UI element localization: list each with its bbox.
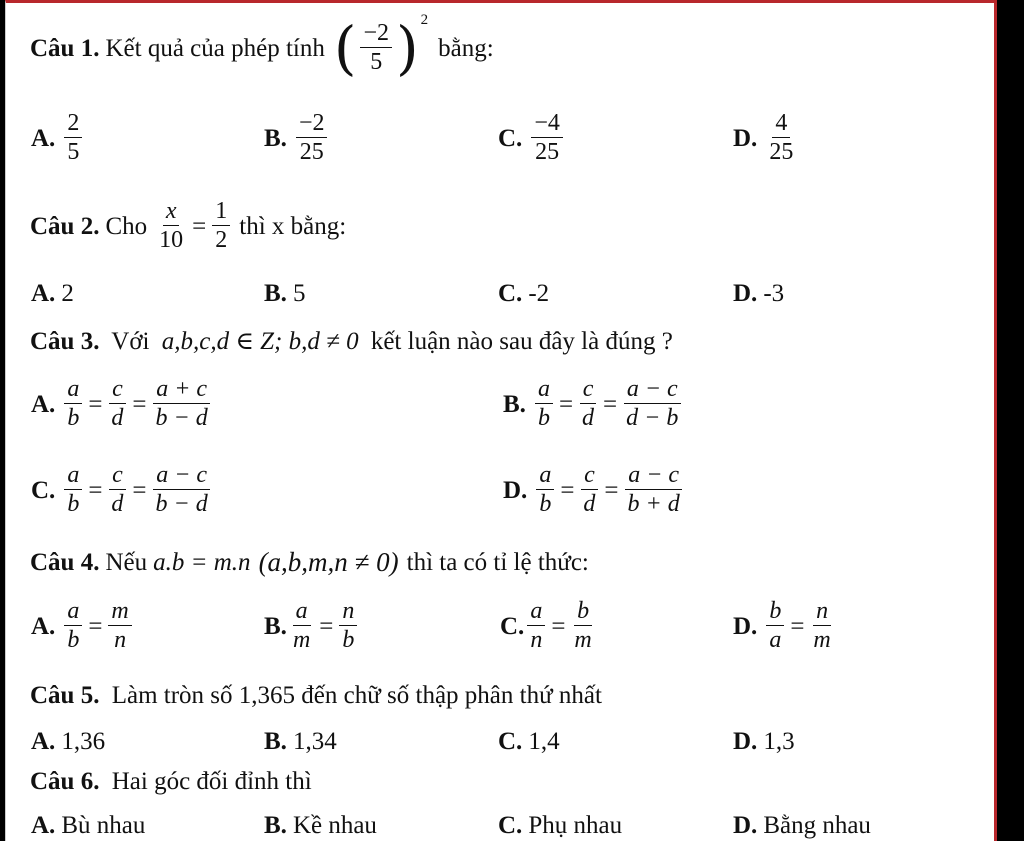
question-tail: bằng: [438,34,494,62]
option-a[interactable]: A. 2 [31,280,74,307]
option-b[interactable]: B. 1,34 [264,728,337,755]
equation: $\frac{x}{10}$ = $\frac{1}{2}$ [153,199,233,253]
question-5 [6,683,994,715]
options-2 [6,281,994,313]
option-d[interactable]: D. -3 [733,280,785,307]
question-6 [6,769,994,801]
option-b[interactable]: B. 5 [264,280,306,307]
option-a[interactable]: A. Bù nhau [31,812,146,839]
question-tail: thì ta có tỉ lệ thức: [406,549,589,576]
option-a[interactable]: A. 1,36 [31,728,106,755]
question-label: Câu 4. [30,549,100,576]
options-6 [6,813,994,841]
option-c[interactable]: C. -2 [498,280,550,307]
option-b[interactable]: B. $\frac{a}{m}$ = $\frac{n}{b}$ [264,599,360,653]
question-1 [6,11,994,91]
worksheet-page [5,0,997,841]
option-d[interactable]: D. $\frac{a}{b}$ = $\frac{c}{d}$ = $\frac{a - c}{b + d}$ [503,463,686,517]
options-4 [6,595,994,675]
option-d[interactable]: D. $\frac{b}{a}$ = $\frac{n}{m}$ [733,598,831,654]
question-text: Cho [105,212,148,240]
options-1 [6,105,994,187]
question-text: Kết quả của phép tính [105,34,325,62]
options-5 [6,729,994,761]
question-text: Làm tròn số 1,365 đến chữ số thập phân thứ nhất [111,682,602,709]
question-text: Hai góc đối đỉnh thì [111,768,312,795]
options-3-row2 [6,459,994,541]
option-b[interactable]: B. $\frac{-2}{25}$ [264,111,330,165]
question-text: Với [111,328,150,355]
option-a[interactable]: A. $\frac{a}{b}$ = $\frac{c}{d}$ = $\frac{a + c}{b - d}$ [31,377,214,431]
question-label: Câu 3. [30,328,100,355]
option-c[interactable]: C. 1,4 [498,728,560,755]
exponent: 2 [420,11,429,28]
question-label: Câu 6. [30,768,100,795]
option-c[interactable]: C. $\frac{a}{b}$ = $\frac{c}{d}$ = $\frac{a - c}{b - d}$ [31,463,214,517]
option-c[interactable]: C. $\frac{a}{n}$ = $\frac{b}{m}$ [500,598,592,654]
question-label: Câu 5. [30,682,100,709]
power-expression: ( $\frac{-2}{5}$ ) 2 [333,11,429,82]
fraction: $\frac{-2}{5}$ [360,21,392,75]
question-tail: thì x bằng: [239,212,347,240]
option-a[interactable]: A. $\frac{2}{5}$ [31,111,85,165]
option-d[interactable]: D. $\frac{4}{25}$ [733,110,794,166]
option-d[interactable]: D. Bằng nhau [733,812,871,839]
condition-nonzero: (a,b,m,n ≠ 0) [258,547,399,577]
question-label: Câu 1. [30,34,100,62]
option-d[interactable]: D. 1,3 [733,728,795,755]
question-tail: kết luận nào sau đây là đúng ? [370,328,673,355]
question-3 [6,329,994,363]
option-c[interactable]: C. $\frac{-4}{25}$ [498,111,566,165]
option-c[interactable]: C. Phụ nhau [498,812,623,839]
option-b[interactable]: B. $\frac{a}{b}$ = $\frac{c}{d}$ = $\frac{a - c}{d - b}$ [503,377,684,431]
question-2 [6,195,994,267]
question-label: Câu 2. [30,212,100,240]
condition: a,b,c,d ∈ Z; b,d ≠ 0 [161,328,359,355]
option-b[interactable]: B. Kề nhau [264,812,377,839]
condition: a.b = m.n [153,549,251,576]
question-text: Nếu [105,549,148,576]
options-3-row1 [6,373,994,455]
question-4 [6,547,994,587]
option-a[interactable]: A. $\frac{a}{b}$ = $\frac{m}{n}$ [31,599,135,653]
